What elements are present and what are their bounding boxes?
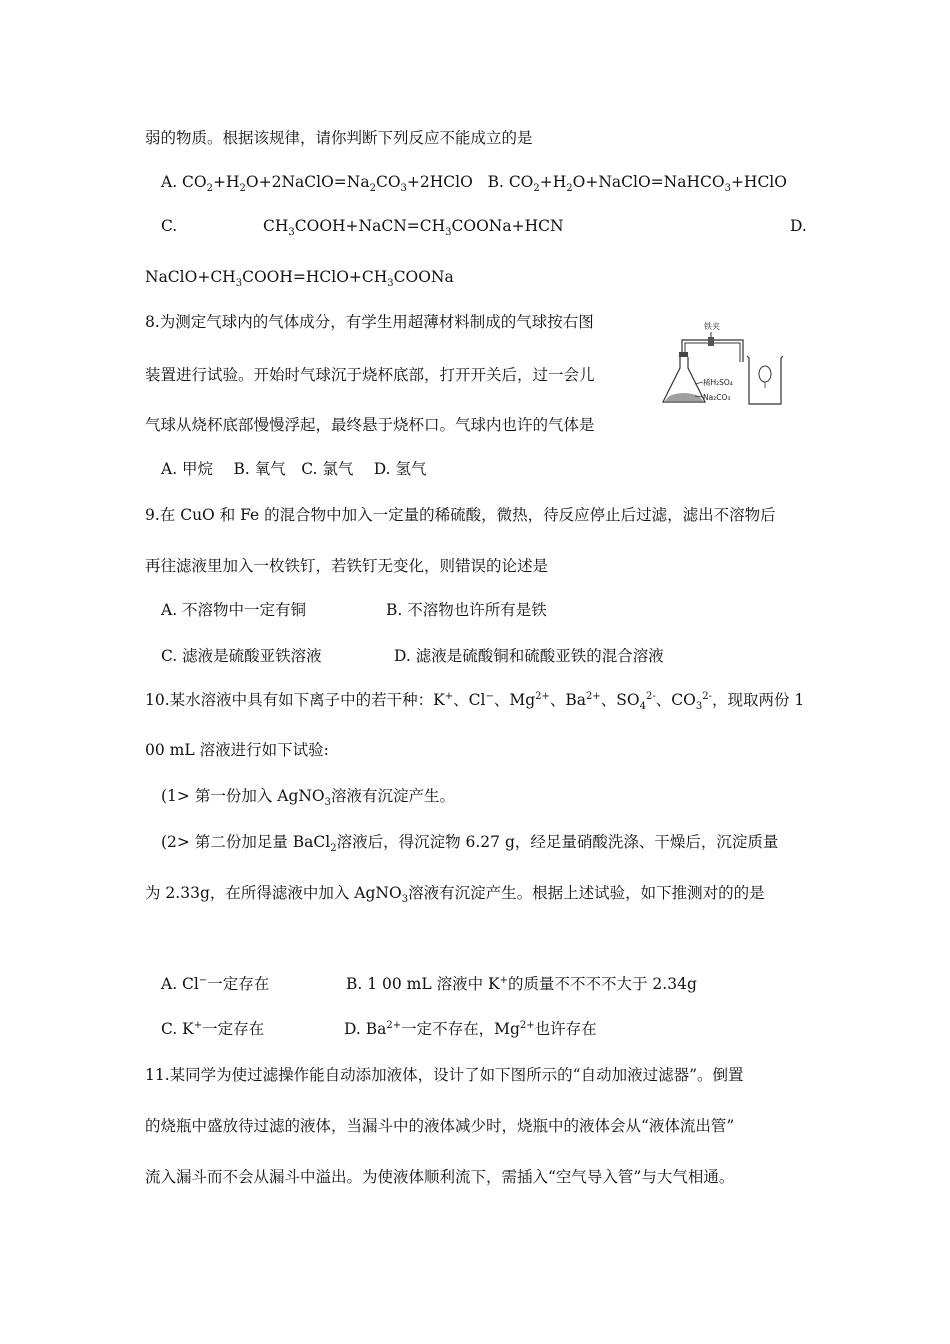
q7-option-d-label: D. — [790, 217, 807, 235]
q10-option-c: C. K+一定存在 — [161, 1019, 265, 1038]
q10-step-2-cont: 为 2.33g，在所得滤液中加入 AgNO$_3$溶液有沉淀产生。根据上述试验，如下推测对的的是 — [145, 884, 765, 906]
q8-stem-line-2: 装置进行试验。开始时气球沉于烧杯底部，打开开关后，过一会儿 — [145, 366, 595, 384]
clamp-label: 铁夹 — [704, 322, 720, 331]
iron-clamp-icon — [708, 337, 714, 346]
q10-step-1: (1> 第一份加入 AgNO$_3$溶液有沉淀产生。 — [161, 787, 456, 809]
q7-options-ab: A. $CO_2+H_2O+2NaClO=Na_2CO_3+2HClO$ B. $CO_2+H_2O+NaClO=NaHCO_3+HClO$ — [161, 173, 787, 195]
flask-solid — [665, 393, 703, 401]
q9-option-d: D. 滤液是硫酸铜和硫酸亚铁的混合溶液 — [394, 647, 664, 665]
q11-stem-line-3: 流入漏斗而不会从漏斗中溢出。为使液体顺利流下，需插入“空气导入管”与大气相通。 — [145, 1168, 735, 1186]
q11-stem-line-1: 11.某同学为使过滤操作能自动添加液体，设计了如下图所示的“自动加液过滤器”。倒置 — [145, 1066, 744, 1084]
q10-step-2: (2> 第二份加足量 BaCl$_2$溶液后，得沉淀物 6.27 g，经足量硝酸洗涤、干燥后，沉淀质量 — [161, 833, 779, 855]
acid-leader-line — [695, 382, 703, 384]
acid-label: 稀H₂SO₄ — [703, 378, 733, 387]
q9-option-b: B. 不溶物也许所有是铁 — [386, 601, 547, 619]
q8-stem-line-3: 气球从烧杯底部慢慢浮起，最终悬于烧杯口。气球内也许的气体是 — [145, 416, 595, 434]
q10-option-a: A. Cl−一定存在 — [161, 974, 270, 993]
q9-option-c: C. 滤液是硫酸亚铁溶液 — [161, 647, 322, 665]
q7-option-c-label: C. — [161, 217, 178, 235]
stopper-icon — [679, 352, 688, 357]
q7-option-c-equation: $CH_3COOH+NaCN=CH_3COONa+HCN$ — [263, 217, 564, 239]
q9-stem-line-1: 9.在 CuO 和 Fe 的混合物中加入一定量的稀硫酸，微热，待反应停止后过滤，滤出不溶物后 — [145, 506, 776, 524]
balloon-apparatus-figure — [655, 318, 785, 410]
apparatus-drawing — [655, 318, 785, 410]
balloon-icon — [759, 366, 771, 382]
q7-stem-line: 弱的物质。根据该规律，请你判断下列反应不能成立的是 — [145, 129, 533, 147]
q10-option-b: B. 1 00 mL 溶液中 K+的质量不不不不大于 2.34g — [346, 974, 697, 993]
q8-stem-line-1: 8.为测定气球内的气体成分，有学生用超薄材料制成的气球按右图 — [145, 313, 594, 331]
salt-label: Na₂CO₃ — [703, 393, 731, 402]
q8-options: A. 甲烷 B. 氧气 C. 氯气 D. 氢气 — [161, 460, 427, 478]
beaker-icon — [747, 356, 783, 404]
q11-stem-line-2: 的烧瓶中盛放待过滤的液体，当漏斗中的液体减少时，烧瓶中的液体会从“液体流出管” — [145, 1117, 735, 1135]
q10-stem-line-2: 00 mL 溶液进行如下试验: — [145, 741, 329, 759]
q7-option-d-equation: $NaClO+CH_3COOH=HClO+CH_3COONa$ — [145, 268, 454, 290]
q10-option-d: D. $Ba^{2+}$一定不存在，$Mg^{2+}$也许存在 — [344, 1019, 597, 1038]
q9-stem-line-2: 再往滤液里加入一枚铁钉，若铁钉无变化，则错误的论述是 — [145, 557, 549, 575]
q9-option-a: A. 不溶物中一定有铜 — [161, 601, 307, 619]
q10-stem-line-1: 10.某水溶液中具有如下离子中的若干种：K+、Cl−、$Mg^{2+}$、$Ba^{2+}$、$SO_4^{2-}$、$CO_3^{2-}$，现取两份 1 — [145, 690, 805, 713]
